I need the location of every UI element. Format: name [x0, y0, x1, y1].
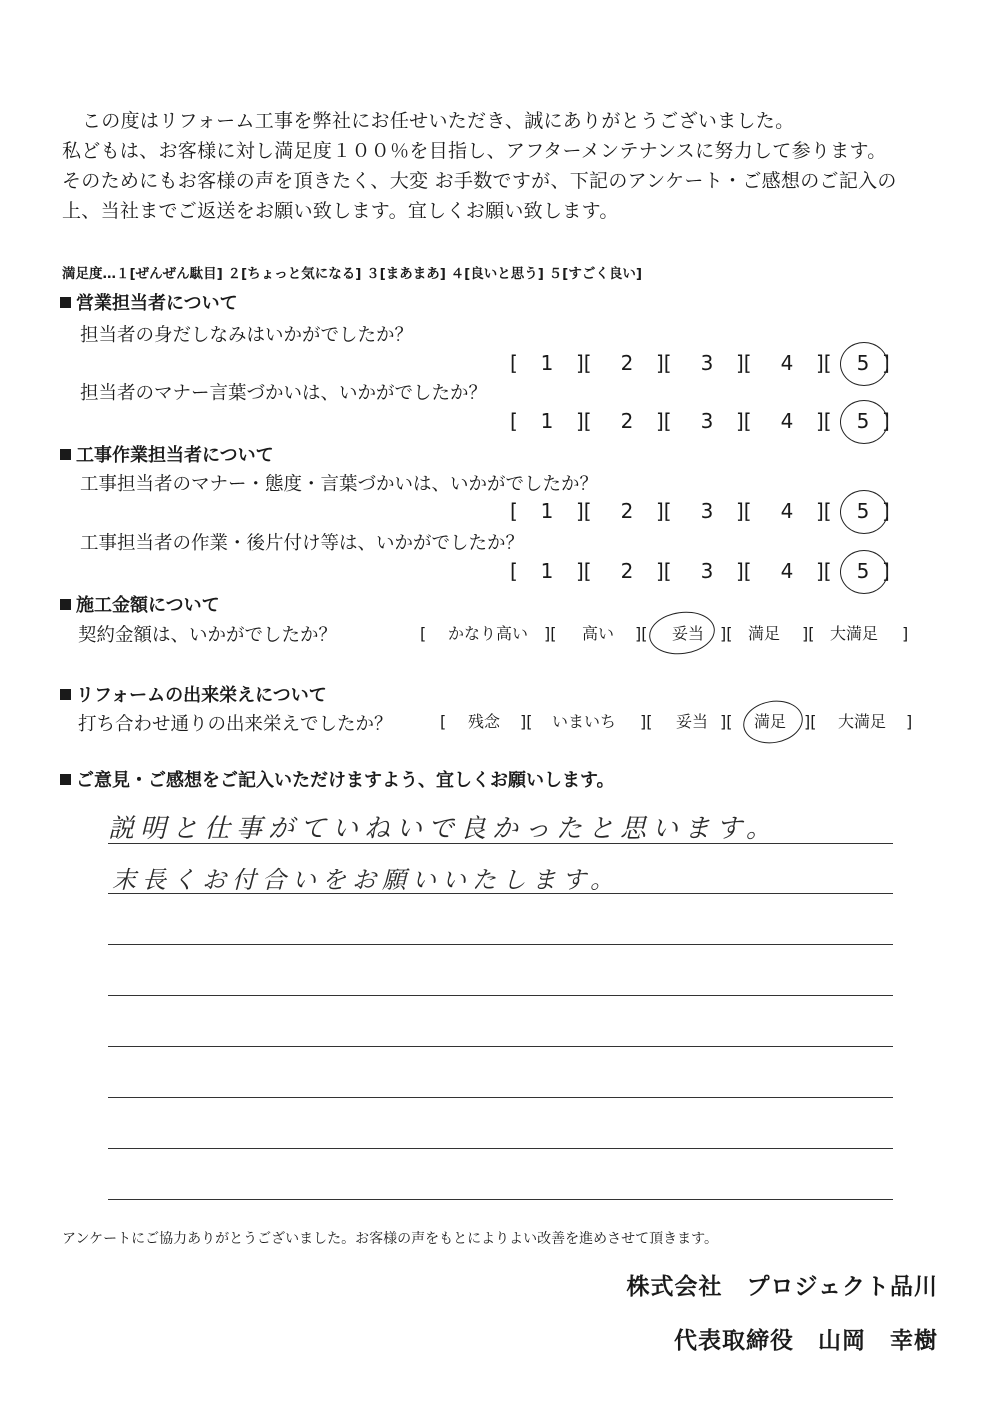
square-bullet-icon [60, 774, 71, 785]
bracket-separator: ][ [640, 712, 653, 731]
bracket-separator: ][ [576, 499, 592, 523]
rating-option: 4 [780, 351, 794, 375]
rating-construction-manners [510, 496, 900, 526]
bracket-close: ] [882, 559, 890, 583]
option-label: 高い [582, 624, 615, 643]
footer-note: アンケートにご協力ありがとうございました。お客様の声をもとによりよい改善を進めさせて頂きます。 [62, 1231, 719, 1247]
company-name: 株式会社 プロジェクト品川 [626, 1274, 938, 1300]
bracket-separator: ][ [816, 499, 832, 523]
company-representative: 代表取締役 山岡 幸樹 [674, 1328, 938, 1354]
bracket-separator: ][ [520, 712, 533, 731]
selection-circle [840, 550, 888, 594]
bracket-separator: ][ [816, 409, 832, 433]
bracket-separator: ][ [816, 351, 832, 375]
intro-paragraph [62, 106, 952, 226]
bracket-separator: ][ [816, 559, 832, 583]
question-price: 契約金額は、いかがでしたか？ [78, 625, 338, 646]
rating-option: 4 [780, 409, 794, 433]
rating-option: 3 [700, 409, 714, 433]
writing-line [108, 893, 893, 894]
bracket-separator: ][ [804, 712, 817, 731]
bracket-open: [ [440, 712, 447, 731]
bracket-separator: ][ [544, 624, 557, 643]
section-title-text: リフォームの出来栄えについて [76, 685, 327, 706]
bracket-open: [ [510, 409, 518, 433]
rating-option: 2 [620, 499, 634, 523]
bracket-close: ] [906, 712, 913, 731]
handwritten-comment-line: 末長くお付合いをお願いいたします。 [112, 866, 621, 894]
section-title-text: 施工金額について [76, 595, 220, 616]
rating-sales-manners [510, 406, 900, 436]
option-label: 大満足 [838, 712, 887, 731]
rating-option: 5 [856, 559, 870, 583]
bracket-separator: ][ [736, 351, 752, 375]
bracket-separator: ][ [736, 559, 752, 583]
question-sales-manners: 担当者のマナー言葉づかいは、いかがでしたか？ [80, 383, 488, 404]
bracket-separator: ][ [802, 624, 815, 643]
bracket-separator: ][ [720, 624, 733, 643]
bracket-close: ] [882, 409, 890, 433]
rating-option: 1 [540, 351, 554, 375]
question-construction-manners: 工事担当者のマナー・態度・言葉づかいは、いかがでしたか？ [80, 474, 599, 495]
bracket-separator: ][ [656, 559, 672, 583]
comments-title [60, 766, 615, 792]
writing-line [108, 1148, 893, 1149]
bracket-open: [ [510, 499, 518, 523]
rating-sales-appearance [510, 348, 900, 378]
rating-construction-work [510, 556, 900, 586]
section-title-sales [60, 289, 238, 315]
rating-option: 3 [700, 351, 714, 375]
bracket-separator: ][ [576, 559, 592, 583]
options-result [440, 708, 920, 736]
intro-line: 私どもは、お客様に対し満足度１００％を目指し、アフターメンテナンスに努力して参ります。 [62, 140, 887, 162]
rating-option: 5 [856, 351, 870, 375]
selection-circle [840, 400, 888, 444]
writing-line [108, 995, 893, 996]
writing-line [108, 1046, 893, 1047]
rating-option: 4 [780, 559, 794, 583]
bracket-separator: ][ [720, 712, 733, 731]
bracket-separator: ][ [736, 409, 752, 433]
handwritten-comment-line: 説明と仕事がていねいで良かったと思います。 [108, 814, 778, 844]
bracket-separator: ][ [656, 499, 672, 523]
option-label: いまいち [552, 712, 617, 731]
intro-line: そのためにもお客様の声を頂きたく、大変 お手数ですが、下記のアンケート・ご感想のご記入の [62, 170, 897, 192]
section-title-text: 営業担当者について [76, 293, 238, 314]
bracket-open: [ [420, 624, 427, 643]
rating-option: 2 [620, 409, 634, 433]
option-label: 満足 [754, 712, 787, 731]
intro-line: この度はリフォーム工事を弊社にお任せいただき、誠にありがとうございました。 [82, 110, 795, 132]
rating-option: 5 [856, 409, 870, 433]
bracket-open: [ [510, 351, 518, 375]
rating-option: 5 [856, 499, 870, 523]
writing-line [108, 944, 893, 945]
section-title-price [60, 591, 220, 617]
bracket-close: ] [902, 624, 909, 643]
writing-line [108, 1097, 893, 1098]
selection-circle [740, 696, 806, 748]
square-bullet-icon [60, 599, 71, 610]
bracket-open: [ [510, 559, 518, 583]
option-label: 妥当 [676, 712, 709, 731]
writing-line [108, 1199, 893, 1200]
bracket-separator: ][ [656, 409, 672, 433]
bracket-close: ] [882, 351, 890, 375]
square-bullet-icon [60, 297, 71, 308]
comments-title-text: ご意見・ご感想をご記入いただけますよう、宜しくお願いします。 [76, 770, 615, 791]
section-title-result [60, 681, 327, 707]
bracket-close: ] [882, 499, 890, 523]
bracket-separator: ][ [576, 409, 592, 433]
rating-option: 1 [540, 499, 554, 523]
square-bullet-icon [60, 449, 71, 460]
rating-option: 1 [540, 559, 554, 583]
satisfaction-scale-legend: 満足度…１[ぜんぜん駄目] ２[ちょっと気になる] ３[まあまあ] ４[良いと思う] ５[すごく良い] [62, 266, 642, 282]
options-price [420, 620, 920, 648]
rating-option: 2 [620, 559, 634, 583]
intro-line: 上、当社までご返送をお願い致します。宜しくお願い致します。 [62, 200, 619, 222]
bracket-separator: ][ [576, 351, 592, 375]
rating-option: 3 [700, 499, 714, 523]
rating-option: 2 [620, 351, 634, 375]
section-title-text: 工事作業担当者について [76, 445, 274, 466]
bracket-separator: ][ [656, 351, 672, 375]
rating-option: 1 [540, 409, 554, 433]
bracket-separator: ][ [635, 624, 648, 643]
option-label: かなり高い [448, 624, 529, 643]
rating-option: 3 [700, 559, 714, 583]
section-title-construction [60, 441, 274, 467]
option-label: 大満足 [830, 624, 879, 643]
option-label: 妥当 [672, 624, 705, 643]
rating-option: 4 [780, 499, 794, 523]
question-result: 打ち合わせ通りの出来栄えでしたか？ [78, 714, 393, 735]
writing-line [108, 843, 893, 844]
selection-circle [840, 490, 888, 534]
option-label: 満足 [748, 624, 781, 643]
question-sales-appearance: 担当者の身だしなみはいかがでしたか？ [80, 325, 414, 346]
selection-circle [840, 342, 888, 386]
bracket-separator: ][ [736, 499, 752, 523]
square-bullet-icon [60, 689, 71, 700]
option-label: 残念 [468, 712, 501, 731]
selection-circle [646, 608, 717, 659]
question-construction-work: 工事担当者の作業・後片付け等は、いかがでしたか？ [80, 533, 525, 554]
